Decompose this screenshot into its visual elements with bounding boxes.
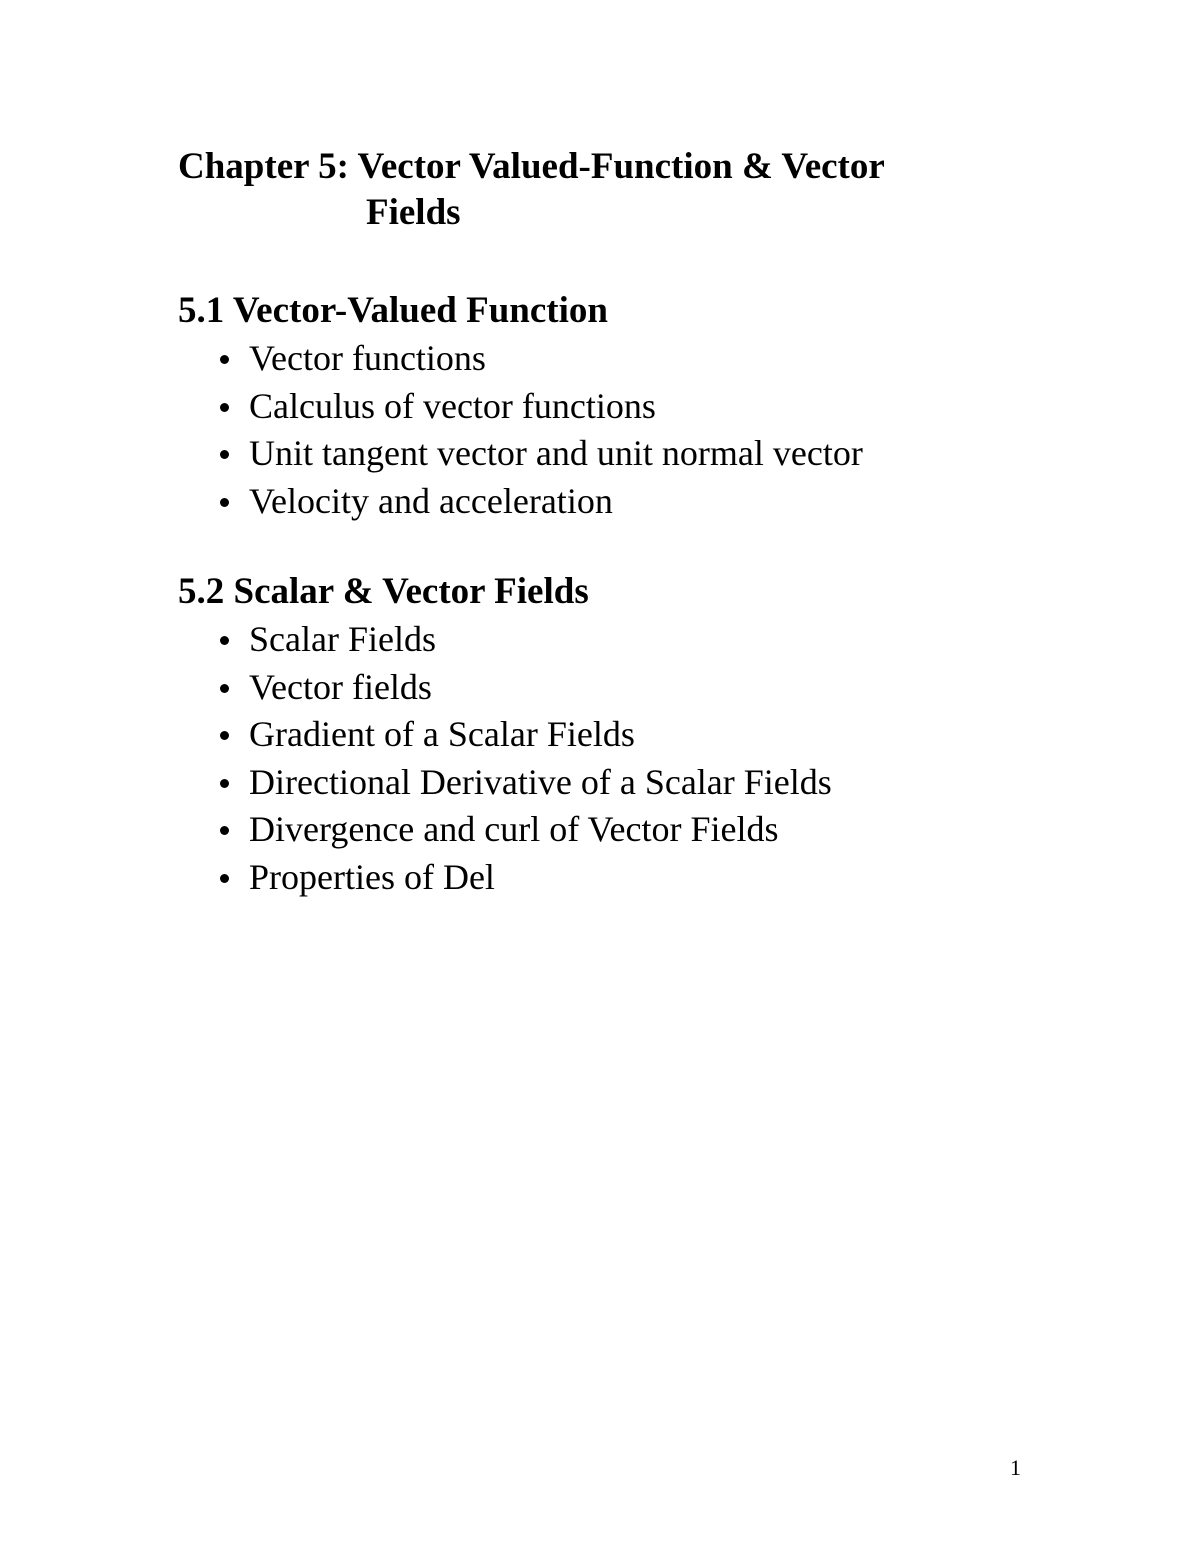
- section-5-2: [178, 569, 832, 902]
- bullet-icon: [220, 874, 229, 883]
- list-item-text: Velocity and acceleration: [249, 480, 613, 521]
- bullet-icon: [220, 355, 229, 364]
- list-item: [178, 759, 832, 807]
- bullet-icon: [220, 450, 229, 459]
- list-item-text: Divergence and curl of Vector Fields: [249, 809, 779, 850]
- section-heading: 5.2 Scalar & Vector Fields: [178, 571, 589, 612]
- page-number: 1: [1010, 1455, 1021, 1480]
- list-item-text: Calculus of vector functions: [249, 385, 656, 426]
- list-item-text: Scalar Fields: [249, 619, 436, 659]
- list-item-text: Vector fields: [249, 666, 432, 707]
- bullet-icon: [220, 779, 229, 788]
- bullet-icon: [220, 403, 229, 412]
- list-item-text: Directional Derivative of a Scalar Fields: [249, 761, 832, 802]
- list-item-text: Vector functions: [249, 338, 486, 378]
- bullet-icon: [220, 636, 229, 645]
- list-item: [178, 430, 863, 478]
- topic-list: [178, 616, 832, 902]
- bullet-icon: [220, 498, 229, 507]
- bullet-icon: [220, 826, 229, 835]
- list-item: [178, 664, 832, 712]
- chapter-title-line-2: Fields: [366, 192, 461, 233]
- list-item: [178, 383, 863, 431]
- bullet-icon: [220, 731, 229, 740]
- list-item: [178, 854, 832, 902]
- chapter-title: [178, 144, 885, 236]
- list-item-text: Properties of Del: [249, 856, 495, 897]
- bullet-icon: [220, 684, 229, 693]
- list-item: [178, 616, 832, 664]
- topic-list: [178, 335, 863, 525]
- list-item-text: Gradient of a Scalar Fields: [249, 714, 635, 755]
- list-item: [178, 711, 832, 759]
- chapter-title-line-1: Chapter 5: Vector Valued-Function & Vector: [178, 146, 885, 187]
- list-item: [178, 335, 863, 383]
- list-item-text: Unit tangent vector and unit normal vector: [249, 433, 863, 474]
- list-item: [178, 478, 863, 526]
- section-heading: 5.1 Vector-Valued Function: [178, 290, 608, 331]
- section-5-1: [178, 288, 863, 525]
- list-item: [178, 806, 832, 854]
